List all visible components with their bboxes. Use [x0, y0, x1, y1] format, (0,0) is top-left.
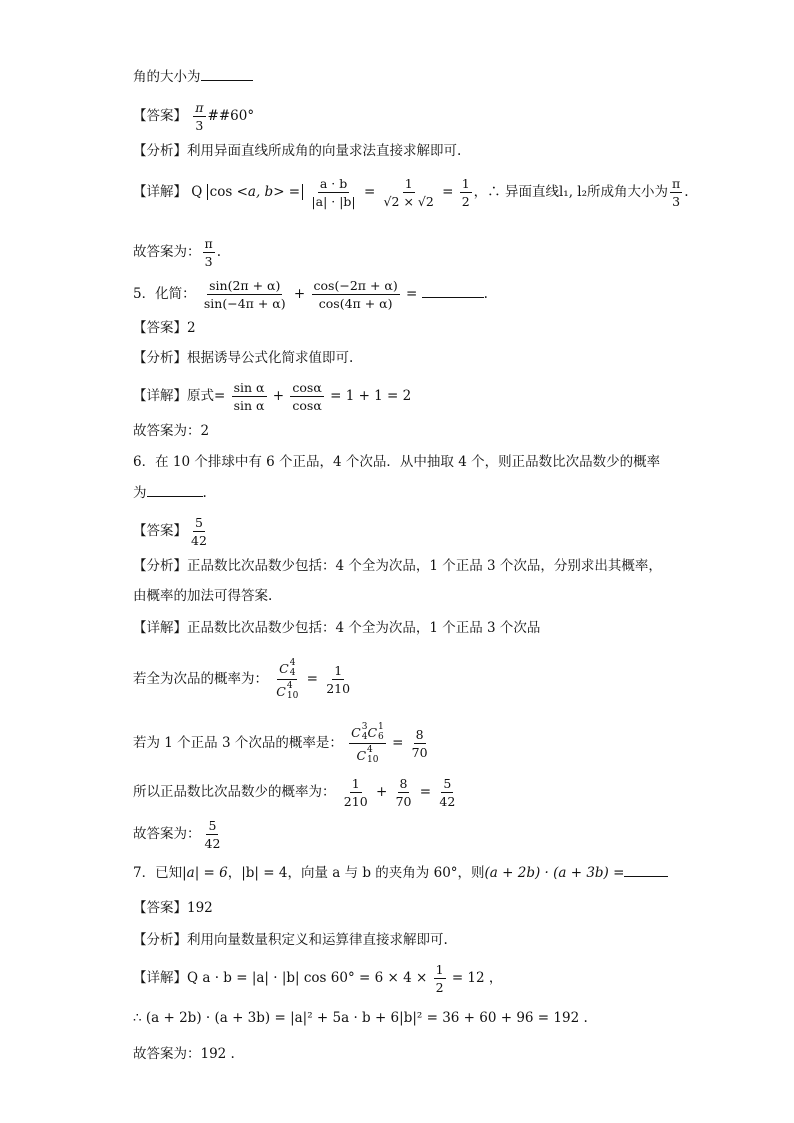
- denominator: 2: [461, 194, 470, 209]
- q4-detail: [133, 176, 689, 209]
- comb-sup: 3: [361, 722, 368, 732]
- plus: +: [272, 388, 285, 404]
- question-text: 角的大小为: [133, 69, 201, 85]
- q7-question: [133, 862, 668, 883]
- q4-final: [133, 236, 221, 269]
- denominator: [354, 744, 380, 765]
- comb-sup: 4: [289, 658, 296, 668]
- denominator: 70: [411, 745, 428, 760]
- numerator: sin(2π + α): [209, 278, 281, 293]
- q6-question-line1: 6．在 10 个排球中有 6 个正品，4 个次品．从中抽取 4 个，则正品数比次品数少的概率: [133, 454, 661, 470]
- q4-answer: [133, 100, 254, 133]
- detail-label: 【详解】: [133, 970, 187, 986]
- final-label: 故答案为：: [133, 826, 201, 842]
- vectors: a, b: [247, 184, 274, 200]
- comb-indices: [290, 658, 296, 678]
- answer-label: 【答案】: [133, 523, 187, 539]
- fraction: [232, 380, 267, 413]
- cos-close: > =: [273, 184, 301, 200]
- prob-label: 若为 1 个正品 3 个次品的概率是：: [133, 735, 343, 751]
- denominator: sin α: [233, 398, 265, 413]
- comb-fraction: [274, 658, 300, 701]
- comb-symbol: C: [367, 724, 378, 740]
- q7-answer: 【答案】192: [133, 900, 213, 916]
- comb-sub: 4: [361, 732, 368, 742]
- norm-a: |a| = 6: [182, 865, 228, 881]
- equals: =: [406, 286, 418, 302]
- comb-sub: 6: [378, 732, 384, 742]
- denominator: [274, 680, 300, 701]
- numerator: [349, 722, 386, 744]
- final-label: 故答案为：: [133, 244, 201, 260]
- comb-symbol: C: [356, 747, 367, 763]
- q7-detail-line2: ∴ (a + 2b) · (a + 3b) = |a|² + 5a · b + 6|b|² = 36 + 60 + 96 = 192 .: [133, 1010, 588, 1026]
- denominator: 42: [204, 836, 221, 851]
- denominator: √2 × √2: [383, 194, 434, 209]
- detail-result: = 1 + 1 = 2: [330, 388, 412, 404]
- q5-analysis: 【分析】根据诱导公式化简求值即可.: [133, 350, 354, 366]
- denominator: |a| · |b|: [311, 194, 356, 209]
- sum-label: 所以正品数比次品数少的概率为：: [133, 784, 336, 800]
- numerator: a · b: [319, 176, 348, 191]
- numerator: 1: [334, 663, 343, 678]
- numerator: 8: [399, 776, 408, 791]
- q4-analysis: 【分析】利用异面直线所成角的向量求法直接求解即可.: [133, 143, 462, 159]
- comb-sub: 4: [289, 668, 296, 678]
- denominator: 42: [439, 794, 456, 809]
- q7-analysis: 【分析】利用向量数量积定义和运算律直接求解即可.: [133, 932, 448, 948]
- comb-symbol: C: [276, 683, 286, 699]
- denominator: cosα: [292, 398, 322, 413]
- denominator: sin(−4π + α): [203, 296, 286, 311]
- fraction: [434, 962, 446, 995]
- comb-sup: 1: [378, 722, 384, 732]
- fraction: [309, 176, 357, 209]
- numerator: cos(−2π + α): [313, 278, 398, 293]
- comb-sup: 4: [286, 681, 293, 691]
- equals: =: [363, 184, 376, 200]
- equals: =: [419, 784, 432, 800]
- answer-blank: [624, 862, 668, 877]
- fraction: [382, 176, 436, 209]
- period: .: [216, 244, 222, 260]
- question-label: 7．已知: [133, 865, 183, 881]
- plus: +: [293, 286, 306, 302]
- q6-answer: [133, 515, 211, 548]
- comb-indices: [287, 681, 298, 701]
- denominator: 210: [343, 794, 368, 809]
- denominator: 42: [191, 533, 207, 548]
- numerator: 1: [351, 776, 360, 791]
- numerator: 1: [435, 962, 444, 977]
- abs-cos: [207, 184, 303, 200]
- numerator: cosα: [292, 380, 322, 395]
- fraction: [203, 236, 215, 269]
- answer-blank: [201, 66, 253, 81]
- denominator: 3: [195, 118, 204, 133]
- question-text: ，|b| = 4，向量 a 与 b 的夹角为 60°，则: [227, 865, 485, 881]
- comb-indices: [367, 745, 378, 765]
- fraction: [410, 727, 430, 760]
- numerator: π: [195, 100, 204, 115]
- numerator: 5: [443, 776, 452, 791]
- equals: =: [392, 735, 404, 751]
- numerator: 5: [208, 818, 217, 833]
- period: .: [202, 485, 207, 501]
- q5-question: [133, 278, 488, 311]
- detail-text: Q a · b = |a| · |b| cos 60° = 6 × 4 ×: [187, 970, 428, 986]
- q5-detail: [133, 380, 411, 413]
- plus: +: [375, 784, 388, 800]
- detail-result: = 12 ，: [451, 970, 503, 986]
- detail-label: 【详解】: [133, 184, 187, 200]
- q6-analysis-line1: 【分析】正品数比次品数少包括：4 个全为次品，1 个正品 3 个次品，分别求出其概率，: [133, 558, 662, 574]
- numerator: sin α: [233, 380, 265, 395]
- fraction: [193, 100, 205, 133]
- comb-fraction: [349, 722, 386, 765]
- q5-answer: 【答案】2: [133, 320, 196, 336]
- q6-question-line2: [133, 482, 207, 503]
- numerator: 5: [194, 515, 203, 530]
- q5-final: 故答案为：2: [133, 423, 210, 439]
- denominator: 3: [204, 254, 213, 269]
- equals: =: [306, 671, 318, 687]
- comb-symbol: C: [279, 660, 289, 676]
- numerator: 8: [415, 727, 424, 742]
- equals: =: [442, 184, 454, 200]
- because-symbol: Q: [191, 184, 203, 200]
- numerator: π: [204, 236, 213, 251]
- q7-detail-line1: [133, 962, 502, 995]
- detail-label: 【详解】原式=: [133, 388, 226, 404]
- q6-analysis-line2: 由概率的加法可得答案.: [133, 588, 273, 604]
- fraction: [670, 176, 682, 209]
- q4-tail-text: [133, 66, 253, 87]
- comb-sup: 4: [367, 745, 373, 755]
- comb-symbol: C: [351, 724, 361, 740]
- numerator: [277, 658, 297, 680]
- fraction: [290, 380, 323, 413]
- detail-text: ，∴ 异面直线l₁, l₂所成角大小为: [473, 184, 669, 200]
- q6-sum: [133, 776, 459, 809]
- comb-sub: 10: [286, 691, 299, 701]
- fraction: [312, 278, 400, 311]
- answer-blank: [422, 283, 484, 298]
- answer-label: 【答案】: [133, 108, 187, 124]
- answer-blank: [147, 482, 203, 497]
- denominator: 3: [672, 194, 681, 209]
- numerator: 1: [461, 176, 470, 191]
- q6-final: [133, 818, 224, 851]
- prob-label: 若全为次品的概率为：: [133, 671, 268, 687]
- denominator: cos(4π + α): [318, 296, 393, 311]
- denominator: 2: [435, 980, 444, 995]
- period: .: [483, 286, 488, 302]
- dot-expression: (a + 2b) · (a + 3b) =: [484, 865, 625, 881]
- numerator: 1: [404, 176, 413, 191]
- question-label: 5．化简：: [133, 286, 196, 302]
- fraction: [202, 278, 288, 311]
- fraction: [203, 818, 223, 851]
- fraction: [460, 176, 472, 209]
- fraction: [189, 515, 209, 548]
- comb-sub: 10: [367, 755, 379, 765]
- fraction: [394, 776, 414, 809]
- numerator: π: [672, 176, 681, 191]
- q6-prob2: [133, 722, 432, 765]
- fraction: [342, 776, 370, 809]
- fraction: [324, 663, 352, 696]
- period: .: [684, 184, 689, 200]
- q6-prob1: [133, 658, 354, 701]
- q6-detail: 【详解】正品数比次品数少包括：4 个全为次品，1 个正品 3 个次品: [133, 620, 541, 636]
- comb-indices: [378, 722, 384, 742]
- question-text: 为: [133, 485, 147, 501]
- denominator: 70: [395, 794, 412, 809]
- q7-final: 故答案为：192 .: [133, 1046, 235, 1062]
- answer-text: ##60°: [207, 108, 255, 124]
- denominator: 210: [326, 681, 351, 696]
- cos-text: cos <: [209, 184, 248, 200]
- fraction: [437, 776, 457, 809]
